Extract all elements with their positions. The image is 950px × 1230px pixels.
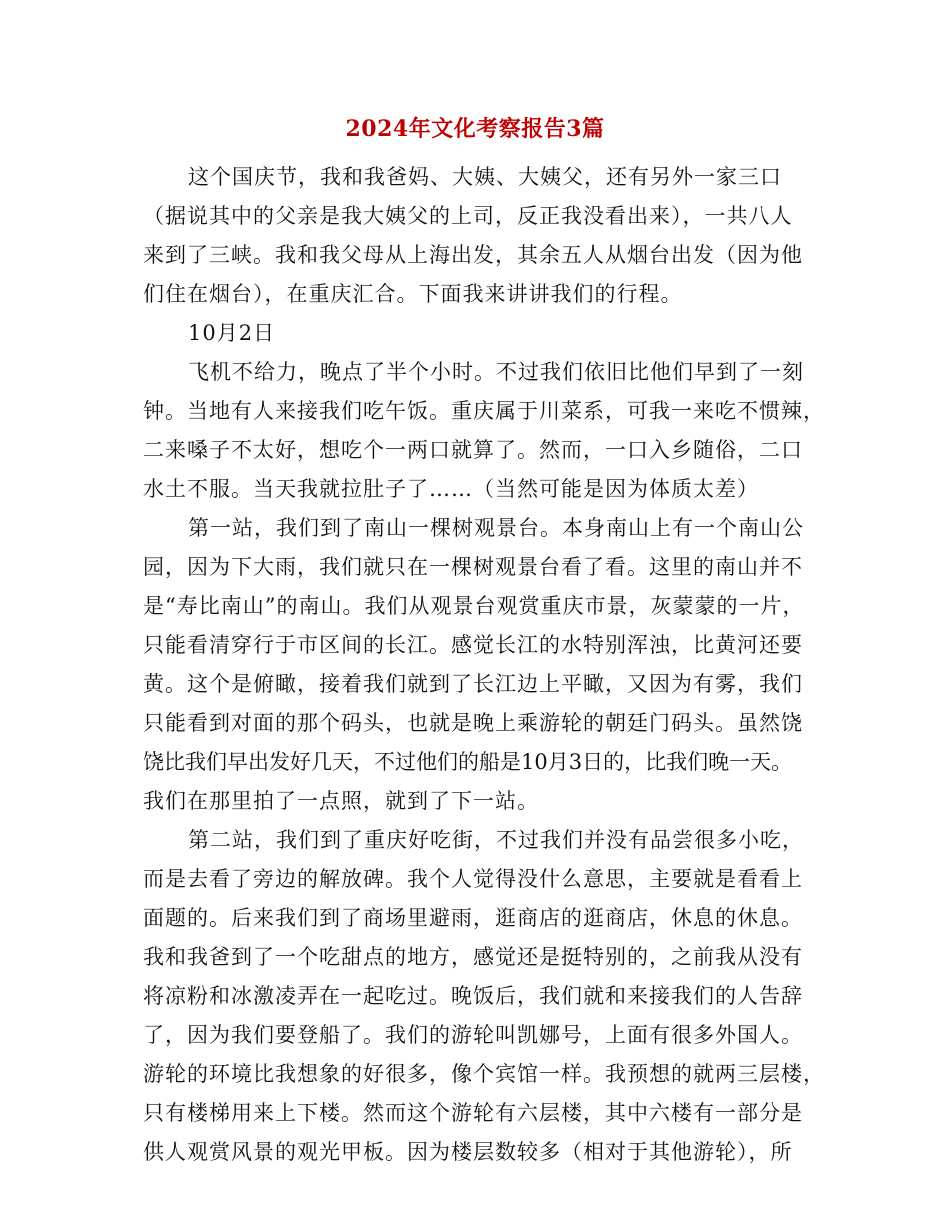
text-line: 饶比我们早出发好几天，不过他们的船是10月3日的，比我们晚一天。 [143,750,793,774]
text-line: 游轮的环境比我想象的好很多，像个宾馆一样。我预想的就两三层楼， [143,1062,825,1086]
text-line: 面题的。后来我们到了商场里避雨，逛商店的逛商店，休息的休息。 [143,906,803,930]
text-line: 们住在烟台），在重庆汇合。下面我来讲讲我们的行程。 [143,282,683,306]
date-heading: 10月2日 [188,321,276,345]
text-line: 二来嗓子不太好，想吃个一两口就算了。然而，一口入乡随俗，二口 [143,438,803,462]
text-line: 供人观赏风景的观光甲板。因为楼层数较多（相对于其他游轮），所 [143,1140,793,1164]
text-line: 飞机不给力，晚点了半个小时。不过我们依旧比他们早到了一刻 [188,360,804,384]
document-title: 2024年文化考察报告3篇 [345,116,605,142]
text-line: 只能看清穿行于市区间的长江。感觉长江的水特别浑浊，比黄河还要 [143,633,803,657]
text-line: 我们在那里拍了一点照，就到了下一站。 [143,789,539,813]
text-line: 只有楼梯用来上下楼。然而这个游轮有六层楼，其中六楼有一部分是 [143,1101,803,1125]
text-line: 水土不服。当天我就拉肚子了……（当然可能是因为体质太差） [143,477,759,501]
text-line: 园，因为下大雨，我们就只在一棵树观景台看了看。这里的南山并不 [143,555,803,579]
text-line: 将凉粉和冰激凌弄在一起吃过。晚饭后，我们就和来接我们的人告辞 [143,984,803,1008]
text-line: 黄。这个是俯瞰，接着我们就到了长江边上平瞰，又因为有雾，我们 [143,672,803,696]
text-line: 我和我爸到了一个吃甜点的地方，感觉还是挺特别的，之前我从没有 [143,945,803,969]
text-line: 第一站，我们到了南山一棵树观景台。本身南山上有一个南山公 [188,516,804,540]
text-line: 而是去看了旁边的解放碑。我个人觉得没什么意思，主要就是看看上 [143,867,803,891]
text-line: 来到了三峡。我和我父母从上海出发，其余五人从烟台出发（因为他 [143,243,803,267]
text-line: 只能看到对面的那个码头，也就是晚上乘游轮的朝廷门码头。虽然饶 [143,711,803,735]
text-line: 这个国庆节，我和我爸妈、大姨、大姨父，还有另外一家三口 [188,165,782,189]
text-line: （据说其中的父亲是我大姨父的上司，反正我没看出来），一共八人 [143,204,793,228]
text-line: 了，因为我们要登船了。我们的游轮叫凯娜号，上面有很多外国人。 [143,1023,803,1047]
text-line: 钟。当地有人来接我们吃午饭。重庆属于川菜系，可我一来吃不惯辣， [143,399,825,423]
text-line: 第二站，我们到了重庆好吃街，不过我们并没有品尝很多小吃， [188,828,804,852]
text-line: 是“寿比南山”的南山。我们从观景台观赏重庆市景，灰蒙蒙的一片， [143,594,805,618]
